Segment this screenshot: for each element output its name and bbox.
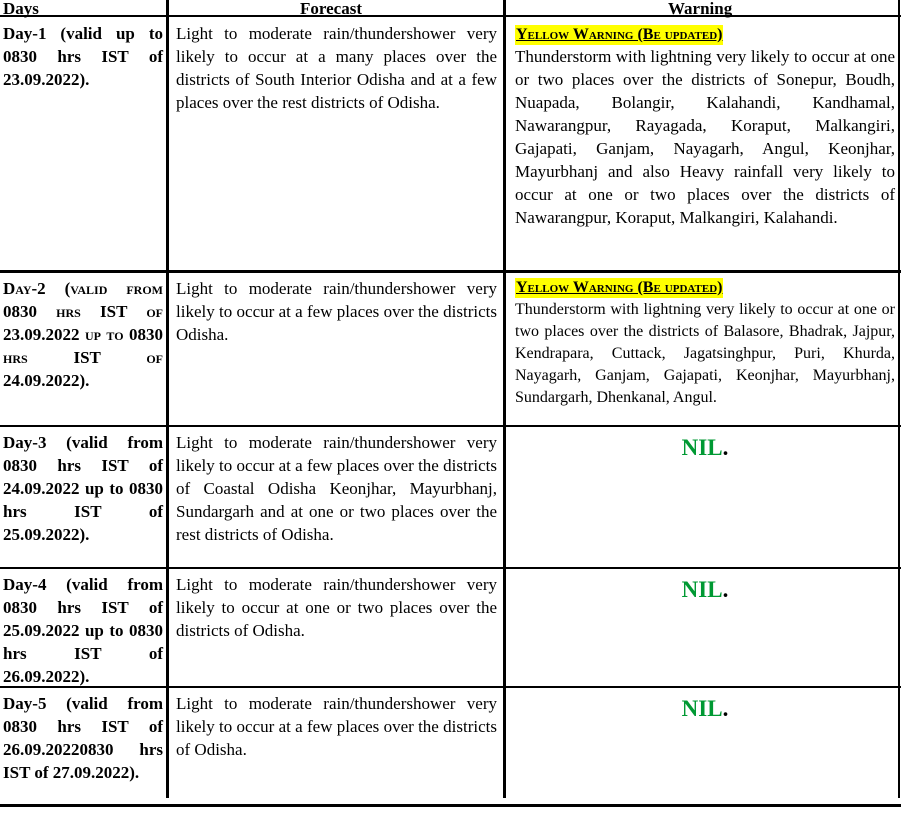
row5-day: Day-5 (valid from 0830 hrs IST of 26.09.20220830 hrs IST of 27.09.2022). — [3, 694, 163, 782]
row1-forecast: Light to moderate rain/thundershower very likely to occur at a many places over the districts of South Interior Odisha and at a few places over the rest districts of Odisha. — [176, 24, 497, 112]
header-forecast: Forecast — [300, 0, 362, 18]
row4-warning-nil — [515, 576, 895, 604]
row4-forecast: Light to moderate rain/thundershower very likely to occur at one or two places over the districts of Odisha. — [176, 575, 497, 640]
row1-warning-text: Thunderstorm with lightning very likely to occur at one or two places over the districts of Sonepur, Boudh, Nuapada, Bolangir, Kalahandi, Kandhamal, Nawarangpur, Rayagada, Koraput, Malkangiri, Gajapati, Ganjam, Nayagarh, Angul, Keonjhar, Mayurbhanj and also Heavy rainfall very likely to occur at one or two places over the districts of Nawarangpur, Koraput, Malkangiri, Kalahandi. — [515, 47, 895, 227]
row2-warning-text: Thunderstorm with lightning very likely to occur at one or two places over the districts of Balasore, Bhadrak, Jajpur, Kendrapara, Cuttack, Jagatsinghpur, Puri, Khurda, Nayagarh, Ganjam, Gajapati, Keonjhar, Mayurbhanj, Sundargarh, Dhenkanal, Angul. — [515, 301, 895, 406]
row3-day: Day-3 (valid from 0830 hrs IST of 24.09.2022 up to 0830 hrs IST of 25.09.2022). — [3, 433, 163, 544]
row5-nil-dot: . — [722, 696, 729, 721]
row3-nil-text: NIL — [681, 435, 723, 460]
row5-warning-nil — [515, 695, 895, 723]
row1-day: Day-1 (valid up to 0830 hrs IST of 23.09.2022). — [3, 24, 163, 89]
row4-nil-dot: . — [722, 577, 729, 602]
row3-forecast: Light to moderate rain/thundershower very likely to occur at a few places over the districts of Coastal Odisha Keonjhar, Mayurbhanj, Sundargarh and at one or two places over the rest districts of Odisha. — [176, 433, 497, 544]
row-rule-2 — [0, 425, 901, 427]
col-divider-right — [898, 0, 900, 798]
row3-warning-nil — [515, 434, 895, 462]
row2-warning — [515, 277, 895, 409]
header-warning: Warning — [668, 0, 733, 18]
row-rule-1 — [0, 270, 901, 273]
row-rule-3 — [0, 567, 901, 569]
row1-warning — [515, 22, 895, 229]
row3-nil-dot: . — [722, 435, 729, 460]
row2-forecast: Light to moderate rain/thundershower very likely to occur at a few places over the districts Odisha. — [176, 279, 497, 344]
row1-warning-badge: Yellow Warning (Be updated) — [516, 26, 723, 43]
header-rule — [0, 15, 901, 17]
row4-day: Day-4 (valid from 0830 hrs IST of 25.09.2022 up to 0830 hrs IST of 26.09.2022). — [3, 575, 163, 686]
row5-nil-text: NIL — [681, 696, 723, 721]
row4-nil-text: NIL — [681, 577, 723, 602]
row2-warning-badge: Yellow Warning (Be updated) — [516, 279, 723, 296]
col-divider-2 — [503, 0, 506, 798]
table-bottom-rule — [0, 804, 901, 807]
row2-day: Day-2 (valid from 0830 hrs IST of 23.09.2022 up to 0830 hrs IST of 24.09.2022). — [3, 279, 163, 390]
header-days: Days — [3, 0, 39, 18]
row5-forecast: Light to moderate rain/thundershower very likely to occur at a few places over the districts of Odisha. — [176, 694, 497, 759]
col-divider-1 — [166, 0, 169, 798]
